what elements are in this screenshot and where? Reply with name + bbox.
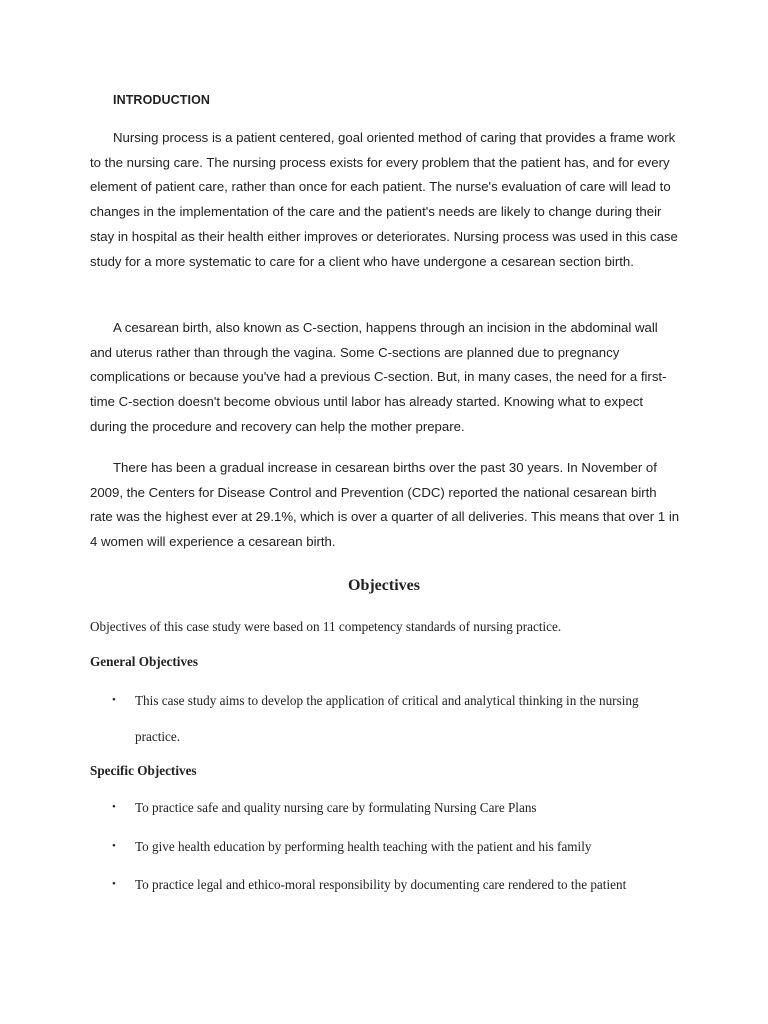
bullet-icon: • <box>112 878 116 890</box>
objectives-title: Objectives <box>348 577 420 594</box>
intro-paragraph-1: Nursing process is a patient centered, goal oriented method of caring that provides a frame work to the nursing care. The nursing process exists for every problem that the patient has, and for every element of patient care, rather than once for each patient. The nurse's evaluation of care will lead to changes in the implementation of the care and the patient's needs are likely to change during their stay in hospital as their health either improves or deteriorates. Nursing process was used in this case study for a more systematic to care for a client who have undergone a cesarean section birth. <box>90 130 678 269</box>
introduction-heading: INTRODUCTION <box>113 93 211 107</box>
general-objective-text: This case study aims to develop the application of critical and analytical thinking in the nursing practice. <box>135 693 639 744</box>
specific-objective-item <box>112 790 672 826</box>
general-objectives-heading: General Objectives <box>90 654 199 669</box>
general-objective-item <box>112 683 672 754</box>
intro-paragraph-3: There has been a gradual increase in cesarean births over the past 30 years. In November of 2009, the Centers for Disease Control and Prevention (CDC) reported the national cesarean birth rate was the highest ever at 29.1%, which is over a quarter of all deliveries. This means that over 1 in 4 women will experience a cesarean birth. <box>90 460 680 550</box>
intro-paragraph-2: A cesarean birth, also known as C-section, happens through an incision in the abdominal wall and uterus rather than through the vagina. Some C-sections are planned due to pregnancy complications or because you've had a previous C-section. But, in many cases, the need for a first-time C-section doesn't become obvious until labor has already started. Knowing what to expect during the procedure and recovery can help the mother prepare. <box>90 320 667 434</box>
bullet-icon: • <box>112 694 116 706</box>
specific-objective-text: To give health education by performing health teaching with the patient and his family <box>135 839 592 854</box>
bullet-icon: • <box>112 801 116 813</box>
specific-objective-text: To practice safe and quality nursing care by formulating Nursing Care Plans <box>135 800 537 815</box>
specific-objectives-heading: Specific Objectives <box>90 763 197 778</box>
bullet-icon: • <box>112 840 116 852</box>
specific-objective-item <box>112 829 672 865</box>
objectives-intro: Objectives of this case study were based on 11 competency standards of nursing practice. <box>90 619 562 634</box>
specific-objective-item <box>112 867 672 903</box>
specific-objective-text: To practice legal and ethico-moral responsibility by documenting care rendered to the patient <box>135 877 627 892</box>
